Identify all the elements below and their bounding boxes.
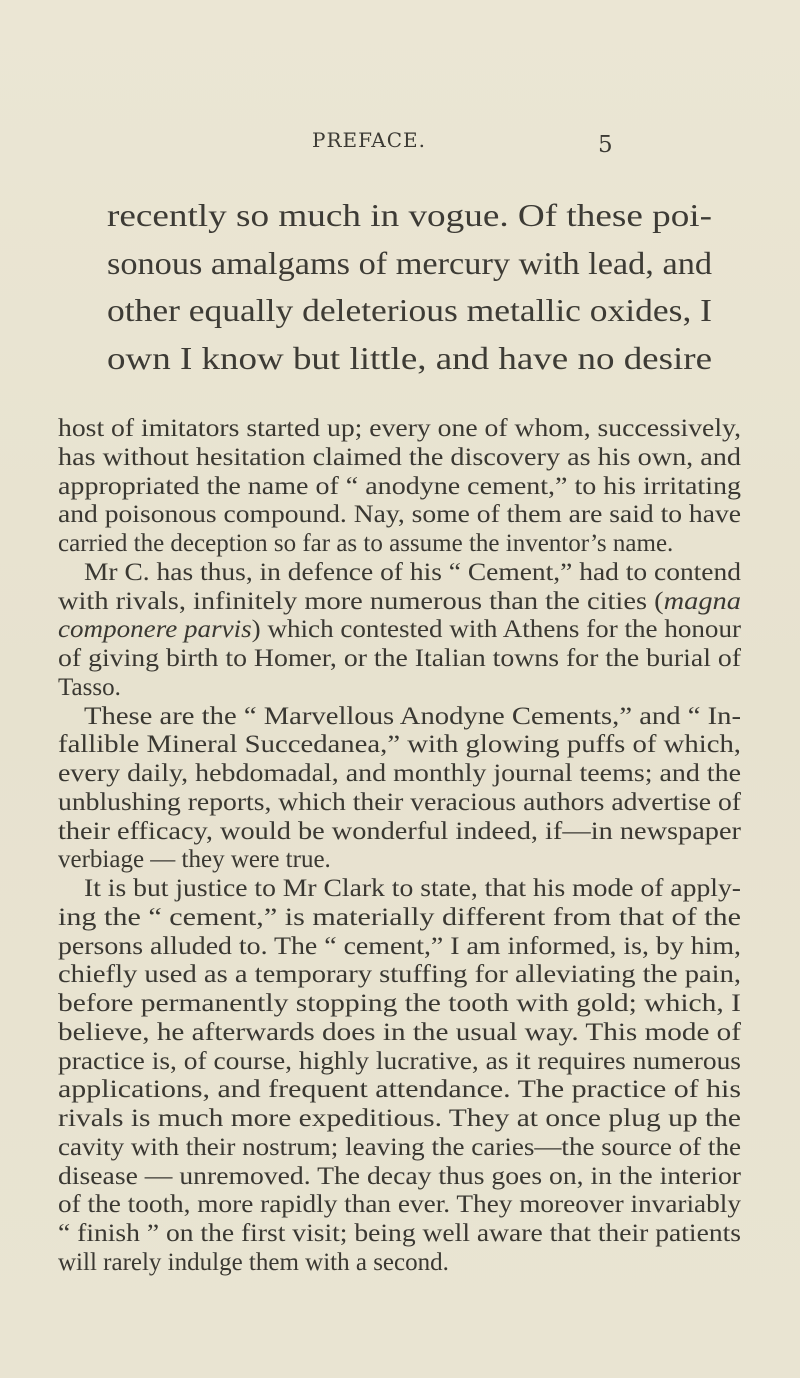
running-head (0, 128, 800, 158)
passage-line: own I know but little, and have no desire (107, 339, 712, 376)
text-line (58, 1249, 449, 1277)
text-run: unblushing reports, which their veracious authors advertise of (58, 788, 742, 816)
text-run: Tasso. (58, 673, 121, 701)
page-number: 5 (598, 132, 613, 158)
text-line (58, 760, 741, 788)
text-line (58, 415, 741, 443)
running-title: PREFACE. (312, 128, 426, 152)
text-line (58, 1163, 741, 1191)
text-line (58, 731, 741, 759)
text-line (58, 645, 741, 673)
text-line (58, 1048, 741, 1076)
text-line (58, 933, 741, 961)
text-run: appropriated the name of “ anodyne cement,” to his irritating (58, 472, 741, 500)
text-run: “ finish ” on the first visit; being well aware that their patients (58, 1220, 741, 1247)
text-line (58, 444, 741, 472)
text-run: and poisonous compound. Nay, some of them are said to have (58, 501, 741, 529)
text-line (58, 1191, 741, 1219)
text-line (84, 875, 741, 903)
italic-phrase: magna (663, 587, 741, 615)
text-run: applications, and frequent attendance. The practice of his (58, 1076, 741, 1104)
text-line (58, 818, 741, 846)
text-run: carried the deception so far as to assume the inventor’s name. (58, 530, 674, 557)
text-run: every daily, hebdomadal, and monthly journal teems; and the (58, 760, 741, 787)
text-run: persons alluded to. The “ cement,” I am informed, is, by him, (58, 932, 741, 960)
text-run: has without hesitation claimed the discovery as his own, and (58, 443, 741, 471)
text-run: Mr C. has thus, in defence of his “ Cement,” had to contend (84, 558, 741, 586)
passage-line: other equally deleterious metallic oxides, I (107, 292, 712, 328)
text-run: before permanently stopping the tooth with gold; which, I (58, 990, 741, 1017)
italic-phrase: componere parvis (58, 616, 252, 644)
text-run: fallible Mineral Succedanea,” with glowing puffs of which, (58, 731, 741, 759)
text-run: verbiage — they were true. (58, 846, 331, 874)
text-line (58, 616, 741, 644)
text-run: disease — unremoved. The decay thus goes on, in the interior (58, 1162, 741, 1190)
text-line (58, 473, 741, 501)
text-line (58, 961, 741, 989)
text-line (58, 1019, 741, 1047)
text-run: believe, he afterwards does in the usual way. This mode of (58, 1018, 741, 1046)
text-run: It is but justice to Mr Clark to state, that his mode of apply- (84, 875, 741, 902)
text-run: practice is, of course, highly lucrative, as it requires numerous (58, 1047, 741, 1075)
text-line (84, 703, 741, 731)
text-run: with rivals, infinitely more numerous than the cities ( (58, 587, 664, 615)
text-line (58, 674, 121, 702)
text-line (84, 559, 741, 587)
passage-line: recently so much in vogue. Of these poi- (107, 197, 712, 233)
text-run: cavity with their nostrum; leaving the caries—the source of the (58, 1133, 741, 1161)
text-run: their efficacy, would be wonderful indeed, if—in newspaper (58, 817, 741, 845)
text-run: will rarely indulge them with a second. (58, 1248, 449, 1276)
text-line (58, 990, 741, 1018)
text-line (58, 1076, 741, 1104)
text-run: of the tooth, more rapidly than ever. They moreover invariably (58, 1191, 741, 1219)
text-run: These are the “ Marvellous Anodyne Cements,” and “ In- (84, 702, 741, 730)
text-line (58, 501, 741, 529)
text-line (58, 846, 331, 874)
text-run: rivals is much more expeditious. They at once plug up the (58, 1105, 741, 1132)
passage-line: sonous amalgams of mercury with lead, and (107, 244, 712, 281)
text-line (58, 1134, 741, 1162)
text-line (58, 1105, 741, 1133)
text-line (58, 789, 741, 817)
text-run: ) which contested with Athens for the honour (251, 616, 742, 644)
text-line (58, 588, 741, 616)
text-line (58, 530, 673, 558)
text-line (58, 1220, 741, 1248)
text-run: chiefly used as a temporary stuffing for alleviating the pain, (58, 961, 741, 989)
text-line (58, 904, 741, 932)
text-run: ing the “ cement,” is materially different from that of the (58, 903, 741, 931)
text-run: host of imitators started up; every one of whom, successively, (58, 415, 741, 442)
text-run: of giving birth to Homer, or the Italian towns for the burial of (58, 645, 741, 672)
